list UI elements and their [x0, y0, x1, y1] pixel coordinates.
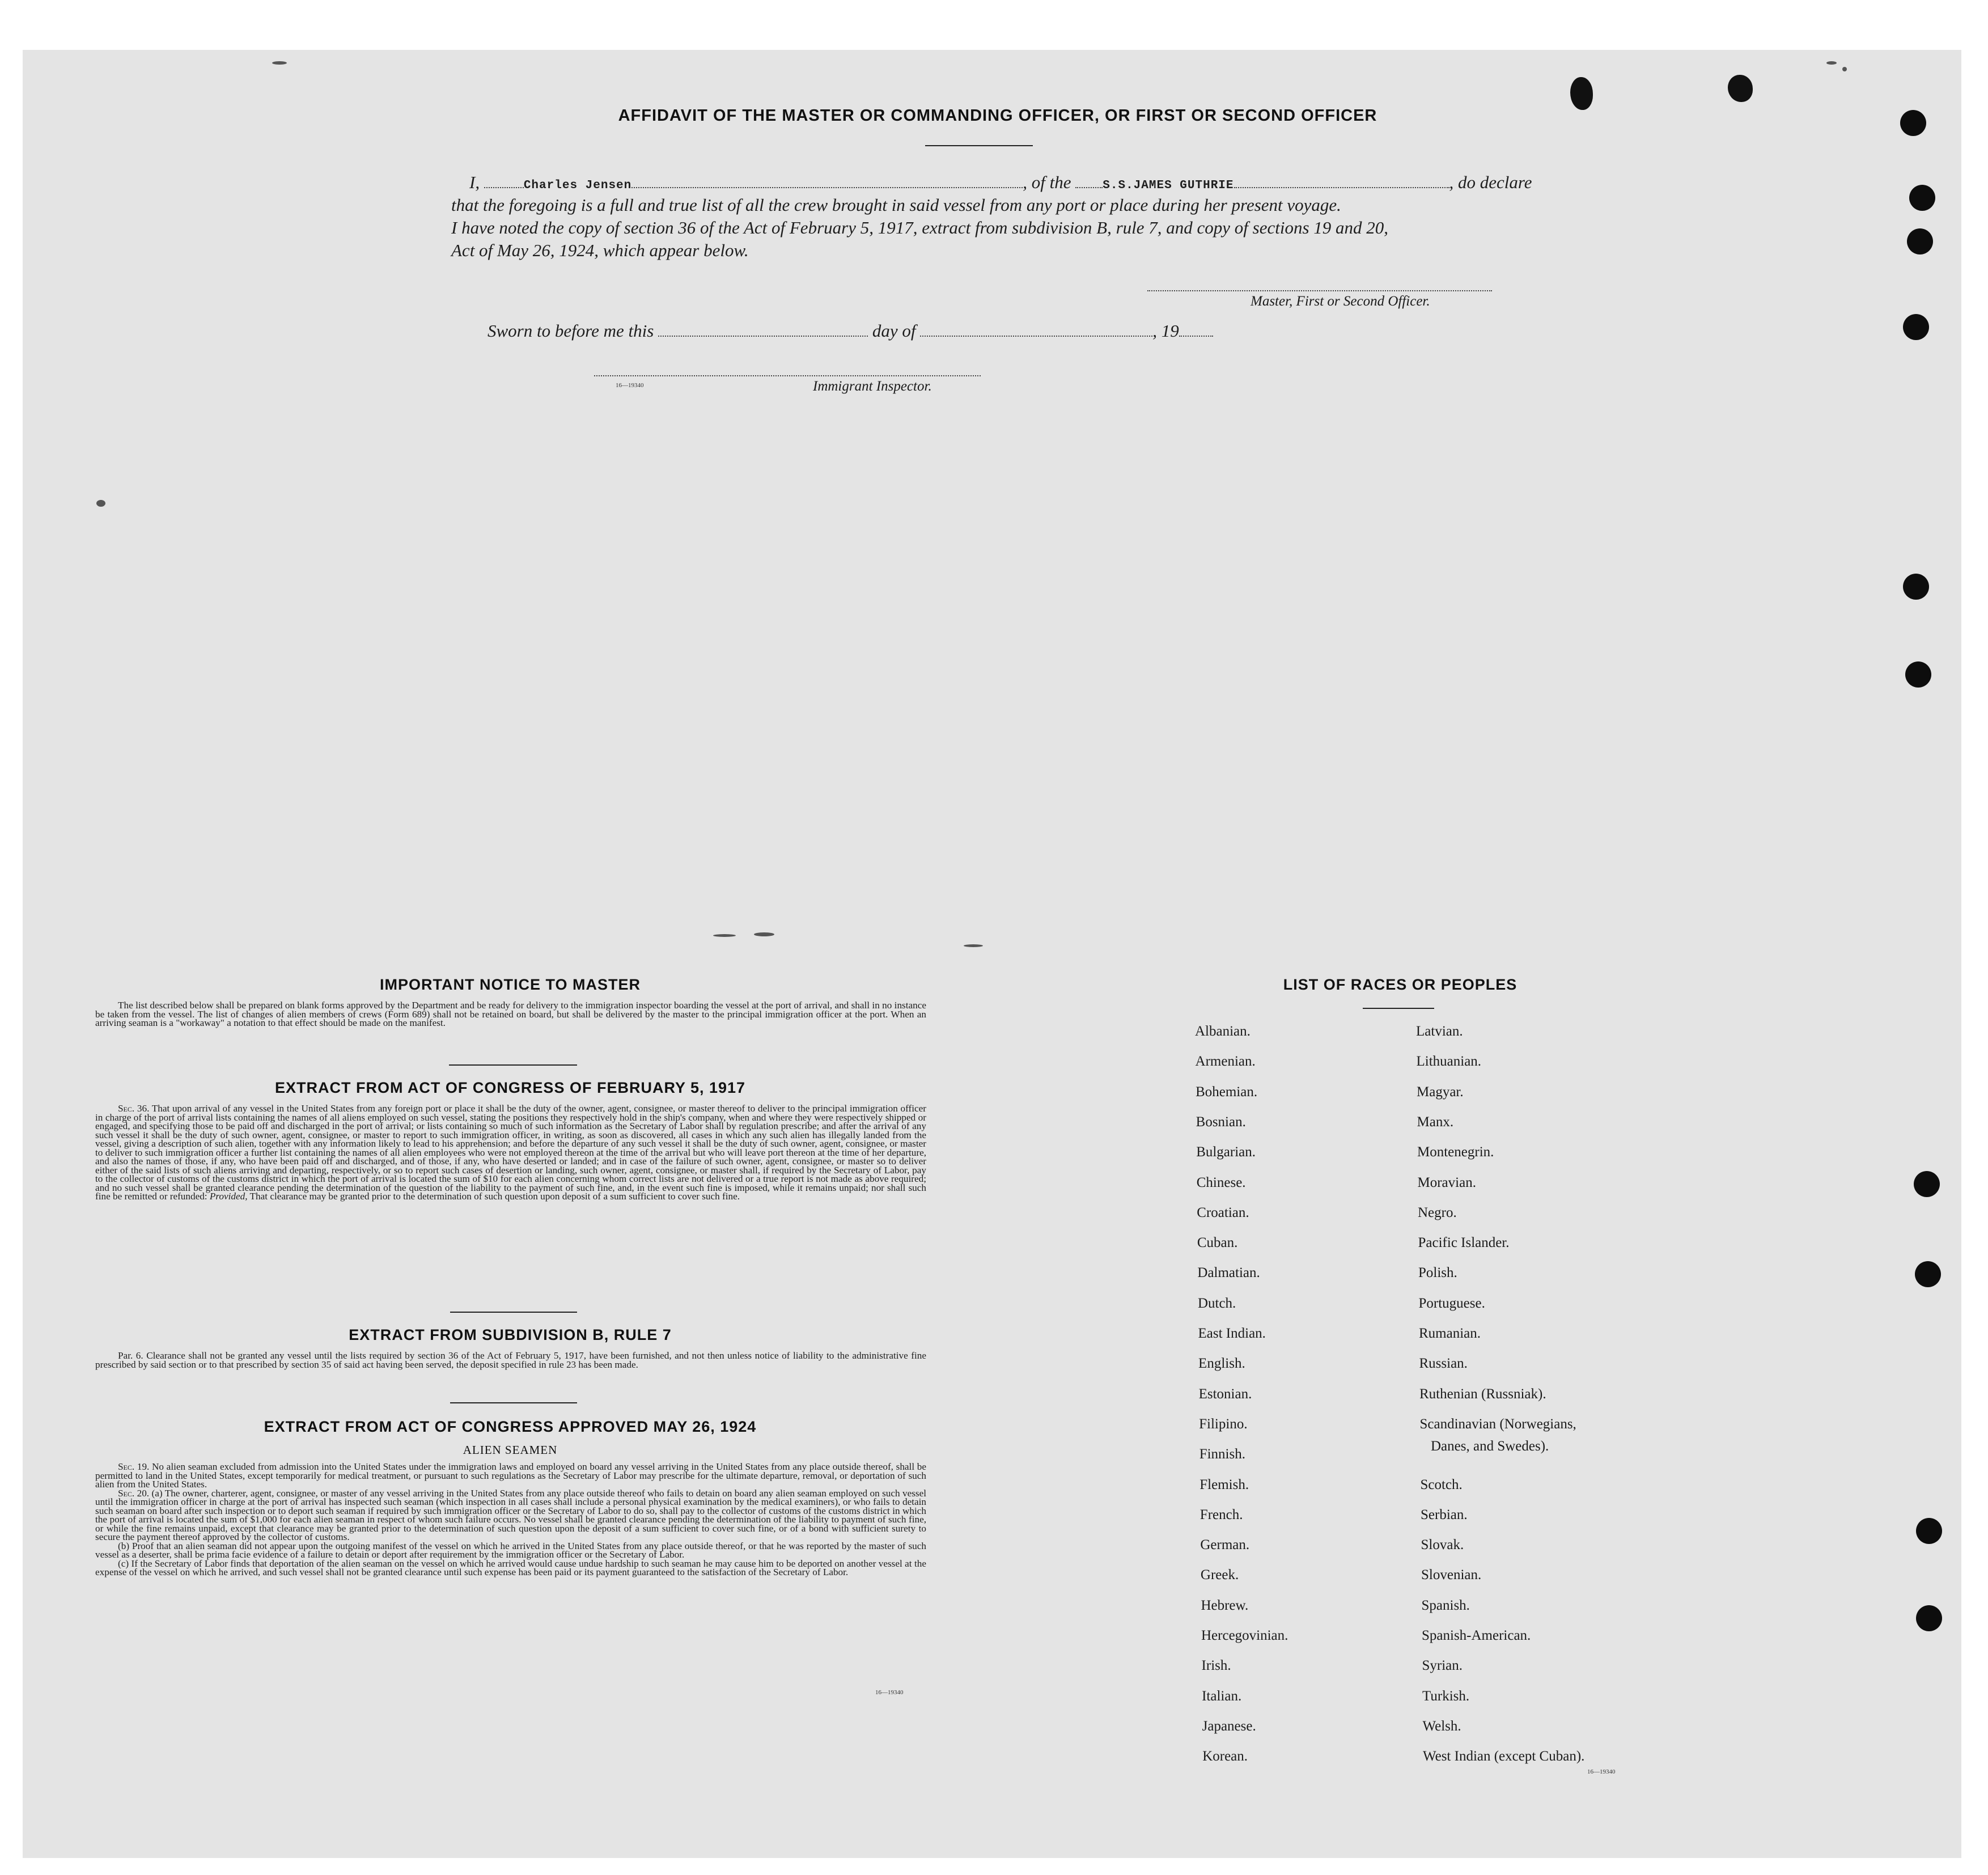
race-item: Portuguese. — [1418, 1295, 1485, 1311]
race-item: Bohemian. — [1196, 1084, 1258, 1100]
race-item: Croatian. — [1197, 1204, 1249, 1220]
do-declare-label: , do declare — [1449, 172, 1532, 192]
race-item: Scandinavian (Norwegians, — [1419, 1416, 1576, 1432]
race-item: Rumanian. — [1419, 1326, 1481, 1341]
race-item: Magyar. — [1417, 1084, 1464, 1100]
race-item: Spanish-American. — [1422, 1628, 1531, 1643]
affidavit-title: AFFIDAVIT OF THE MASTER OR COMMANDING OFFICER, OR FIRST OR SECOND OFFICER — [618, 107, 1377, 125]
title-divider — [925, 145, 1033, 146]
race-item: Slovak. — [1421, 1537, 1464, 1553]
ink-blot — [1728, 75, 1753, 102]
inspector-label: Immigrant Inspector. — [813, 379, 932, 394]
year-label: , 19 — [1152, 321, 1179, 341]
form-number: 16—19340 — [616, 382, 644, 389]
race-item: Bosnian. — [1196, 1114, 1246, 1130]
declaration-line-4: Act of May 26, 1924, which appear below. — [451, 240, 749, 260]
race-item: Filipino. — [1199, 1416, 1248, 1432]
race-item: Estonian. — [1198, 1386, 1252, 1402]
race-item: Japanese. — [1202, 1718, 1256, 1734]
section-divider — [449, 1064, 577, 1066]
binder-hole — [1915, 1261, 1941, 1287]
declaration-line-1 — [469, 172, 1532, 193]
races-divider — [1363, 1008, 1434, 1009]
ink-blot — [1570, 77, 1593, 110]
race-item: Greek. — [1200, 1567, 1239, 1583]
section-divider — [450, 1402, 577, 1403]
inspector-signature-line[interactable] — [594, 375, 981, 376]
declarant-name-field[interactable]: Charles Jensen — [523, 179, 632, 192]
binder-hole — [1907, 228, 1933, 254]
race-item: Russian. — [1419, 1356, 1468, 1372]
race-item: Syrian. — [1422, 1658, 1463, 1674]
race-item: Armenian. — [1195, 1054, 1256, 1070]
race-item: West Indian (except Cuban). — [1423, 1749, 1585, 1764]
extract-1924-subtitle: ALIEN SEAMEN — [463, 1443, 558, 1457]
race-item: East Indian. — [1198, 1326, 1266, 1341]
i-label: I, — [469, 172, 480, 192]
vessel-name-field[interactable]: S.S.JAMES GUTHRIE — [1103, 179, 1234, 192]
binder-hole — [1916, 1518, 1942, 1544]
day-of-label: day of — [872, 321, 916, 341]
notice-body: The list described below shall be prepared on blank forms approved by the Department and be ready for delivery to the immigration inspector boarding the vessel at the port of arrival, and shall in no instance be taken from the vessel. The list of changes of alien members of crews (Form 689) shall not be retained on board, but shall be delivered by the master to the principal immigration officer at the port. When an arriving seaman is a "workaway" a notation to that effect should be made on the manifest. — [95, 1000, 926, 1028]
sworn-year-field[interactable] — [1179, 328, 1213, 337]
race-item: Bulgarian. — [1196, 1144, 1256, 1160]
declaration-line-3: I have noted the copy of section 36 of the Act of February 5, 1917, extract from subdivision B, rule 7, and copy of sections 19 and 20, — [451, 218, 1389, 237]
race-item: Serbian. — [1421, 1507, 1468, 1522]
declaration-line-2: that the foregoing is a full and true list of all the crew brought in said vessel from any port or place during her present voyage. — [451, 195, 1341, 215]
extract-1924-title: EXTRACT FROM ACT OF CONGRESS APPROVED MAY 26, 1924 — [264, 1418, 757, 1435]
section-divider — [450, 1312, 577, 1313]
binder-hole — [1916, 1605, 1942, 1631]
race-item: Ruthenian (Russniak). — [1419, 1386, 1546, 1402]
binder-hole — [1903, 574, 1929, 600]
sworn-day-field[interactable] — [658, 328, 868, 337]
signature-label: Master, First or Second Officer. — [1251, 294, 1430, 309]
of-the-label: , of the — [1023, 172, 1071, 192]
signature-line[interactable] — [1147, 290, 1492, 291]
extract-1917-body: Sec. 36. That upon arrival of any vessel in the United States from any foreign port or place it shall be the duty of the owner, agent, consignee, or master thereof to deliver to the principal immigration officer in charge of the port of arrival lists containing the names of all aliens employed on such vessel, stating the positions they respectively hold in the ship's company, when and where they were respectively shipped or engaged, and specifying those to be paid off and discharged in the port of arrival; or lists containing so much of such information as the Secretary of Labor shall by regulation prescribe; and after the arrival of any such vessel it shall be the duty of such owner, agent, consignee, or master to report to such immigration officer, in writing, as soon as discovered, all cases in which any such alien has illegally landed from the vessel, giving a description of such alien, together with any information likely to lead to his apprehension; and before the departure of any such vessel it shall be the duty of such owner, agent, consignee, or master to deliver to such immigration officer a further list containing the names of all alien employees who were not employed thereon at the time of the arrival but who will leave port thereon at the time of her departure, and also the names of those, if any, who have been paid off and discharged, and of those, if any, who have deserted or landed; and in case of the failure of such owner, agent, consignee, or master so to deliver either of the said lists of such aliens arriving and departing, respectively, or so to report such cases of desertion or landing, such owner, agent, consignee, or master shall, if required by the Secretary of Labor, pay to the collector of customs of the customs district in which the port of arrival is located the sum of $10 for each alien concerning whom correct lists are not delivered or a true report is not made as above required; and no such vessel shall be granted clearance pending the determination of the question of the liability to the payment of such fine, and, in the event such fine is imposed, while it remains unpaid; nor shall such fine be remitted or refunded: Provided, That clearance may be granted prior to the determination of such question upon deposit of a sum sufficient to cover such fine. — [95, 1103, 926, 1202]
race-item: Montenegrin. — [1417, 1144, 1494, 1160]
race-item: Cuban. — [1197, 1235, 1238, 1251]
extract-1917-title: EXTRACT FROM ACT OF CONGRESS OF FEBRUARY 5, 1917 — [274, 1079, 746, 1096]
race-item: Finnish. — [1199, 1446, 1245, 1462]
race-item: Manx. — [1417, 1114, 1454, 1130]
binder-hole — [1900, 110, 1926, 136]
extract-1924-body: Sec. 19. No alien seaman excluded from admission into the United States under the immigration laws and employed on board any vessel arriving in the United States from any place outside thereof, shall be permitted to land in the United States, except temporarily for medical treatment, or pursuant to such regulations as the Secretary of Labor may prescribe for the ultimate departure, removal, or deportation of such alien from the United States. Sec. 20. (a) The owner, charterer, agent, consignee, or master of any vessel arriving in the United States from any place outside thereof who fails to detain on board any alien seaman employed on such vessel until the immigration officer in charge at the port of arrival has inspected such seaman (which inspection in all cases shall include a personal physical examination by the medical examiners), or who fails to detain such seaman on board after such inspection or to deport such seaman if required by such immigration officer or the Secretary of Labor to do so, shall pay to the collector of customs of the customs district in which the port of arrival is located the sum of $1,000 for each alien seaman in respect of whom such failure occurs. No vessel shall be granted clearance pending the determination of the liability to payment of such fine, or while the fine remains unpaid, except that clearance may be granted prior to the determination of such question upon the deposit of a sum sufficient to cover such fine, or of a bond with sufficient surety to secure the payment thereof approved by the collector of customs. (b) Proof that an alien seaman did not appear upon the outgoing manifest of the vessel on which he arrived in the United States from any place outside thereof, or that he was reported by the master of such vessel as a deserter, shall be prima facie evidence of a failure to detain or deport after requirement by the immigration officer or the Secretary of Labor. (c) If the Secretary of Labor finds that deportation of the alien seaman on the vessel on which he arrived would cause undue hardship to such seaman he may cause him to be deported on another vessel at the expense of the vessel on which he arrived, and such vessel shall not be granted clearance until such expense has been paid or its payment guaranteed to the satisfaction of the Secretary of Labor. — [95, 1461, 927, 1577]
race-item: Welsh. — [1422, 1718, 1461, 1734]
race-item: Latvian. — [1416, 1024, 1463, 1039]
binder-hole — [1914, 1171, 1940, 1197]
race-scandinavian-cont: Danes, and Swedes). — [1431, 1439, 1549, 1454]
binder-hole — [1903, 314, 1929, 340]
race-item: Spanish. — [1421, 1597, 1470, 1613]
notice-title: IMPORTANT NOTICE TO MASTER — [380, 976, 641, 993]
race-item: Lithuanian. — [1416, 1054, 1482, 1070]
race-item: Albanian. — [1195, 1024, 1251, 1039]
race-item: Dutch. — [1197, 1295, 1236, 1311]
race-item: Pacific Islander. — [1418, 1235, 1510, 1251]
race-item: Hercegovinian. — [1201, 1628, 1288, 1643]
extract-rule7-body: Par. 6. Clearance shall not be granted any vessel until the lists required by section 36 of the Act of February 5, 1917, have been furnished, and not then unless notice of liability to the administrative fine prescribed by said section or to that prescribed by section 35 of said act having been served, the deposit specified in rule 23 has been made. — [95, 1350, 926, 1370]
race-item: French. — [1199, 1507, 1243, 1522]
race-item: English. — [1198, 1356, 1245, 1372]
sworn-line — [488, 321, 1213, 341]
extract-rule7-title: EXTRACT FROM SUBDIVISION B, RULE 7 — [349, 1326, 672, 1343]
race-item: Irish. — [1201, 1658, 1231, 1674]
sworn-label: Sworn to before me this — [488, 321, 654, 341]
race-item: Dalmatian. — [1197, 1265, 1260, 1281]
race-item: Negro. — [1418, 1204, 1457, 1220]
sworn-month-field[interactable] — [920, 328, 1152, 337]
race-item: Turkish. — [1422, 1688, 1470, 1704]
race-item: Scotch. — [1420, 1477, 1463, 1492]
race-item: Korean. — [1202, 1749, 1248, 1764]
race-item: German. — [1200, 1537, 1250, 1553]
races-title: LIST OF RACES OR PEOPLES — [1283, 976, 1518, 993]
race-item: Moravian. — [1417, 1174, 1476, 1190]
race-item: Italian. — [1202, 1688, 1242, 1704]
form-number: 16—19340 — [1587, 1768, 1616, 1775]
race-item: Chinese. — [1196, 1174, 1246, 1190]
race-item: Slovenian. — [1421, 1567, 1482, 1583]
binder-hole — [1909, 185, 1935, 211]
race-item: Flemish. — [1199, 1477, 1249, 1492]
race-item: Polish. — [1418, 1265, 1457, 1281]
form-number: 16—19340 — [875, 1689, 904, 1696]
race-item: Hebrew. — [1201, 1597, 1249, 1613]
binder-hole — [1905, 661, 1931, 688]
